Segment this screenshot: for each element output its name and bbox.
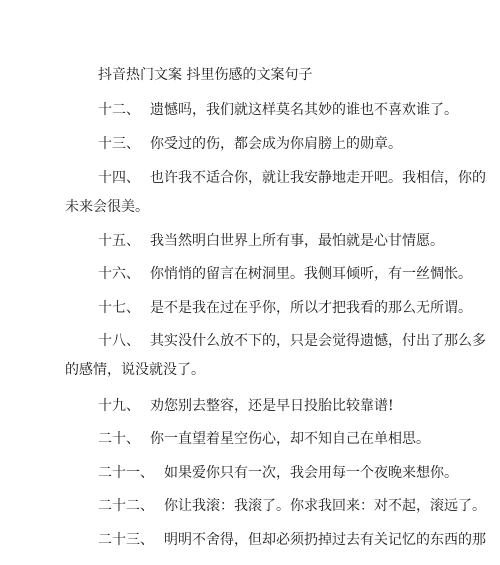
item-number: 十五、 xyxy=(98,233,140,249)
item-text: 劝您别去整容，还是早日投胎比较靠谱! xyxy=(150,398,394,414)
item-number: 十三、 xyxy=(98,136,140,152)
item-text-continued: 未来会很美。 xyxy=(65,199,149,215)
item-text: 是不是我在过在乎你，所以才把我看的那么无所谓。 xyxy=(150,300,472,316)
item-text: 也许我不适合你，就让我安静地走开吧。我相信，你的 xyxy=(150,170,486,186)
item-number: 二十三、 xyxy=(98,532,154,548)
item-text: 你受过的伤，都会成为你肩膀上的勋章。 xyxy=(150,136,402,152)
item-text: 如果爱你只有一次，我会用每一个夜晚来想你。 xyxy=(164,465,458,481)
item-text-continued: 的感情，说没就没了。 xyxy=(65,362,205,378)
item-number: 十七、 xyxy=(98,300,140,316)
item-text: 遗憾吗，我们就这样莫名其妙的谁也不喜欢谁了。 xyxy=(150,102,458,118)
item-number: 十四、 xyxy=(98,170,140,186)
item-number: 十八、 xyxy=(98,333,140,349)
item-number: 二十、 xyxy=(98,431,140,447)
item-text: 其实没什么放不下的，只是会觉得遗憾，付出了那么多 xyxy=(150,333,486,349)
item-text: 你让我滚：我滚了。你求我回来：对不起，滚远了。 xyxy=(164,498,486,514)
item-text: 明明不舍得，但却必须扔掉过去有关记忆的东西的那 xyxy=(164,532,486,548)
item-number: 十六、 xyxy=(98,266,140,282)
item-text: 你一直望着星空伤心，却不知自己在单相思。 xyxy=(150,431,430,447)
item-number: 二十二、 xyxy=(98,498,154,514)
item-number: 十二、 xyxy=(98,102,140,118)
document-title: 抖音热门文案 抖里伤感的文案句子 xyxy=(98,67,313,83)
item-text: 我当然明白世界上所有事，最怕就是心甘情愿。 xyxy=(150,233,444,249)
item-number: 二十一、 xyxy=(98,465,154,481)
item-number: 十九、 xyxy=(98,398,140,414)
item-text: 你悄悄的留言在树洞里。我侧耳倾听，有一丝惆怅。 xyxy=(150,266,472,282)
